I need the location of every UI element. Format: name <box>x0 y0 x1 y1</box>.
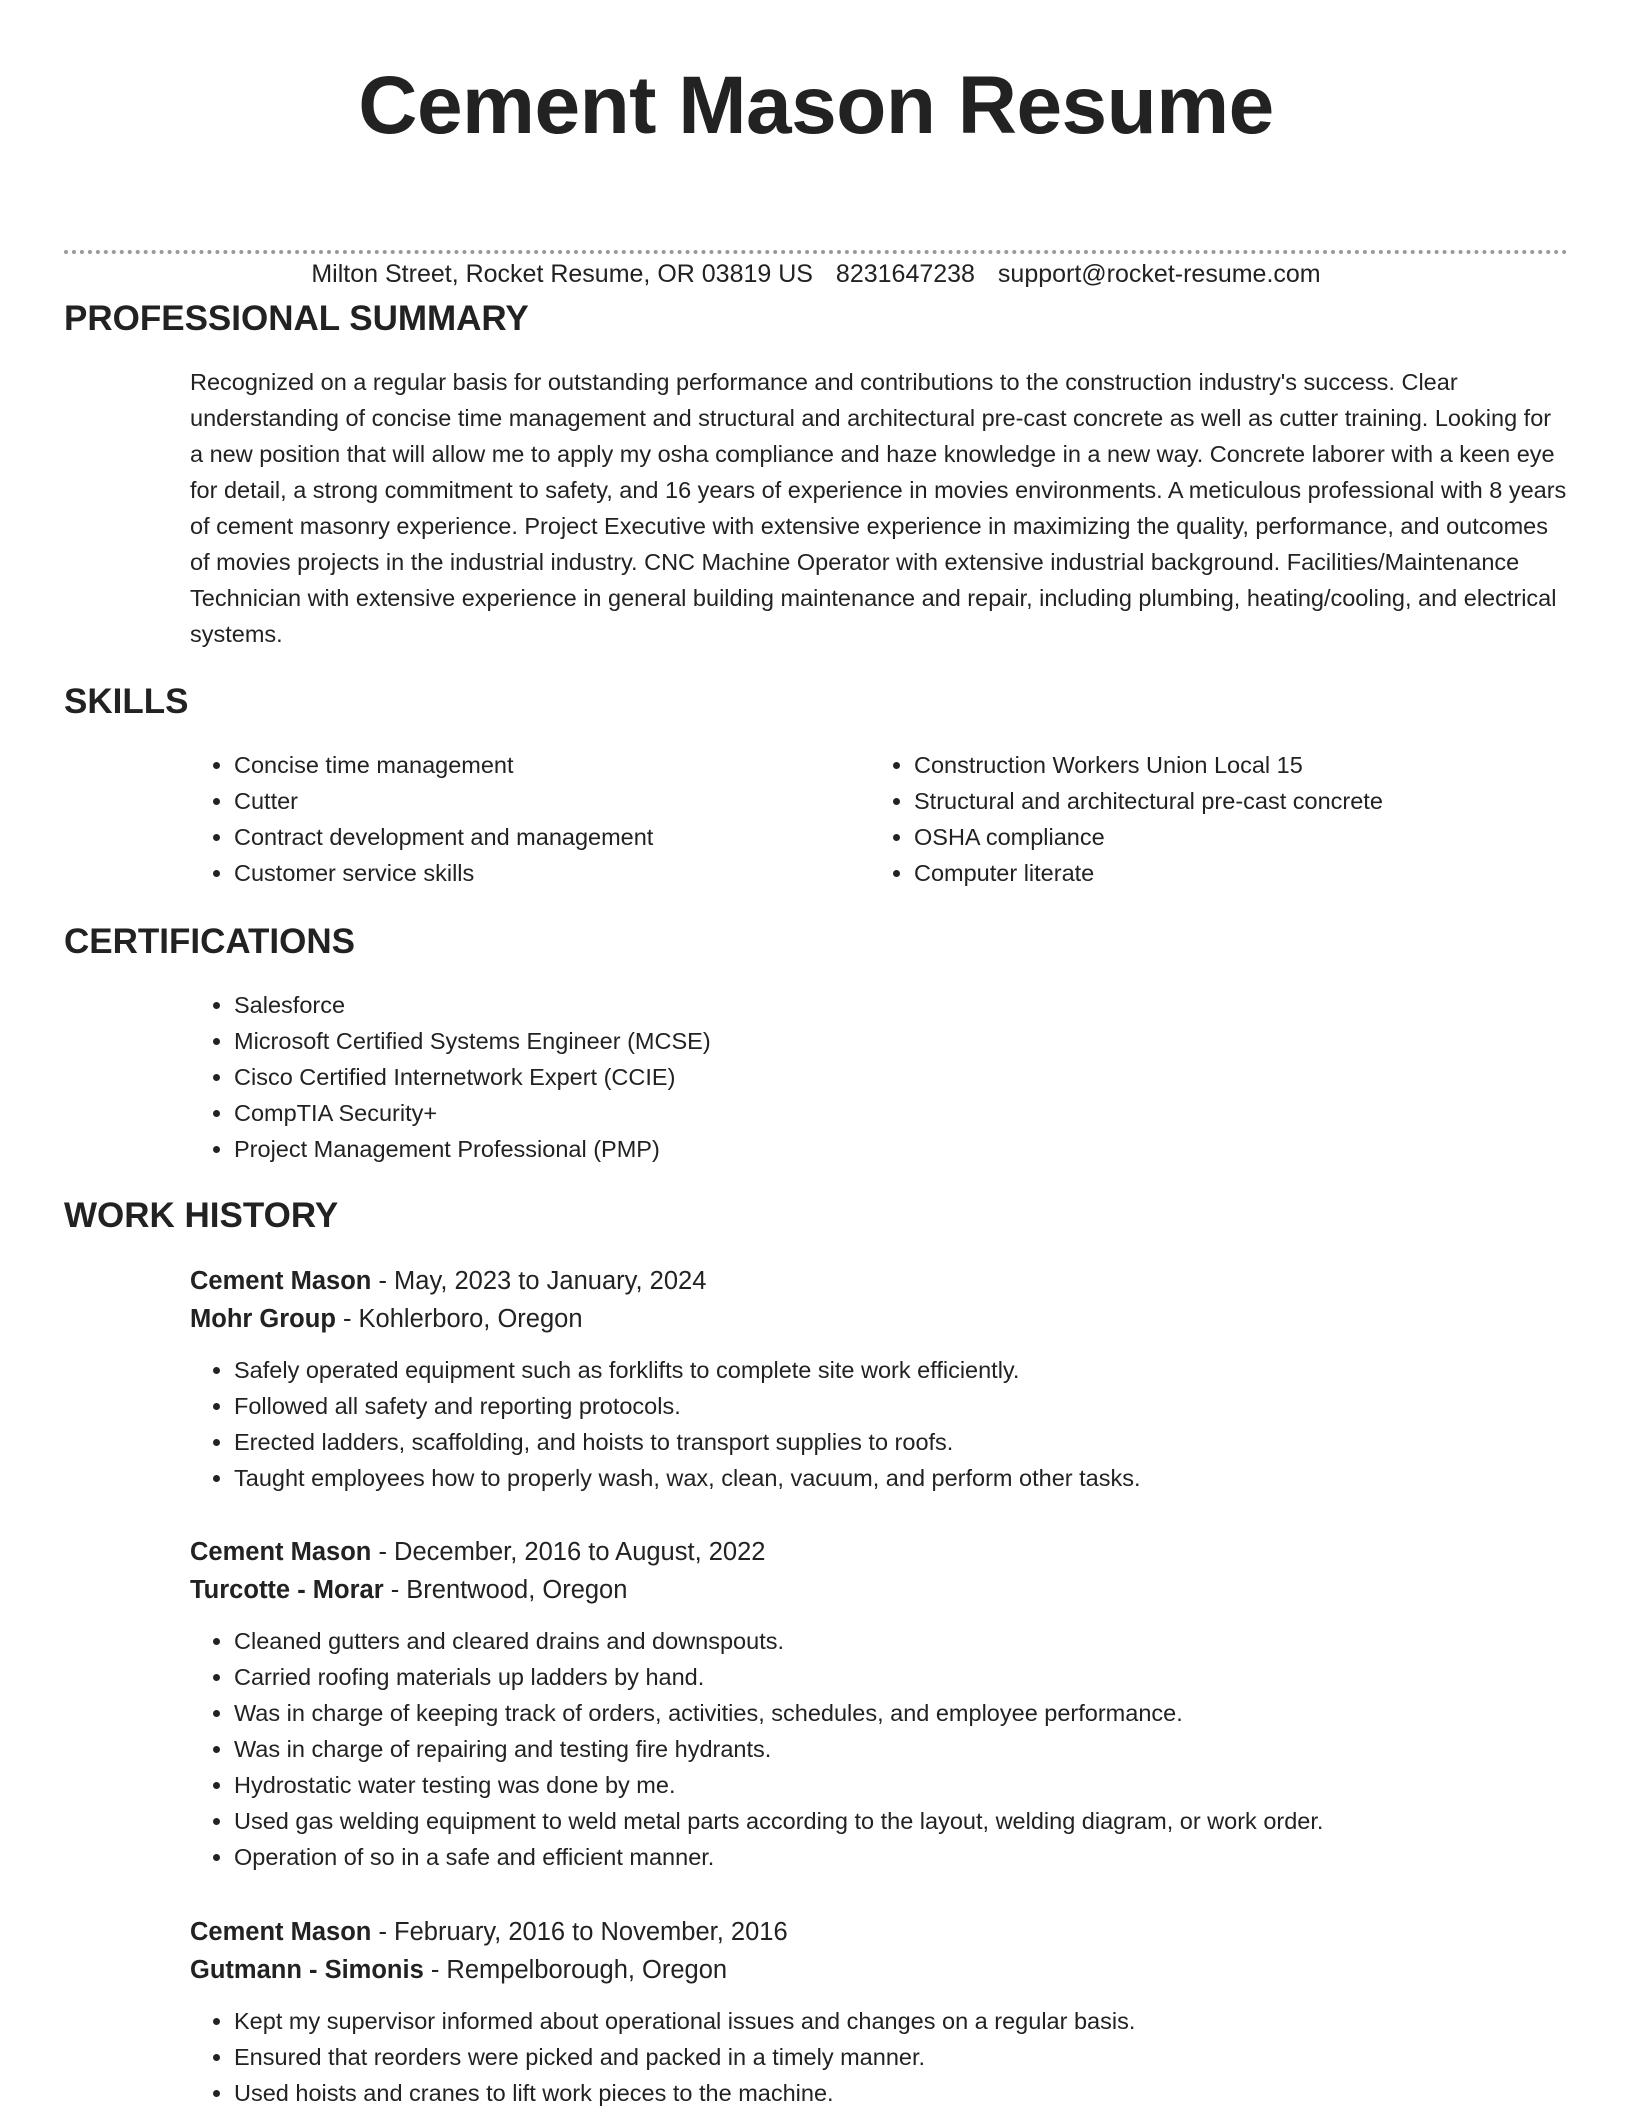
job-bullet: • Followed all safety and reporting protocols. <box>234 1388 1568 1424</box>
job-bullet: • Used hoists and cranes to lift work pieces to the machine. <box>234 2075 1568 2111</box>
job-dates: - December, 2016 to August, 2022 <box>371 1538 766 1566</box>
certification-item: • Project Management Professional (PMP) <box>234 1131 1090 1167</box>
skill-item: • Construction Workers Union Local 15 <box>914 747 1570 783</box>
skill-item: • OSHA compliance <box>914 819 1570 855</box>
certifications-heading: CERTIFICATIONS <box>64 922 356 961</box>
job-bullet: • Ensured that reorders were picked and packed in a timely manner. <box>234 2039 1568 2075</box>
certification-item: • Salesforce <box>234 987 1090 1023</box>
job-company: Mohr Group <box>190 1305 336 1333</box>
job-bullet: • Hydrostatic water testing was done by me. <box>234 1767 1568 1803</box>
job-bullet: • Was in charge of keeping track of orders, activities, schedules, and employee performance. <box>234 1695 1568 1731</box>
summary-heading: PROFESSIONAL SUMMARY <box>64 299 529 338</box>
job-bullet: • Cleaned gutters and cleared drains and downspouts. <box>234 1623 1568 1659</box>
skill-item: • Computer literate <box>914 855 1570 891</box>
contact-phone: 8231647238 <box>835 260 975 288</box>
skill-item: • Concise time management <box>234 747 830 783</box>
certification-item: • CompTIA Security+ <box>234 1095 1090 1131</box>
job-company: Gutmann - Simonis <box>190 1956 424 1984</box>
job-company-line <box>190 1300 1568 1338</box>
job-entry <box>190 1533 1568 1875</box>
job-bullet: • Kept my supervisor informed about operational issues and changes on a regular basis. <box>234 2003 1568 2039</box>
contact-line <box>0 259 1632 289</box>
skills-column-left <box>190 747 830 891</box>
certification-item: • Cisco Certified Internetwork Expert (CCIE) <box>234 1059 1090 1095</box>
summary-text: Recognized on a regular basis for outstanding performance and contributions to the construction industry's success. Clear understanding of concise time management and structural and architectural pre-cast concrete as well as cutter training. Looking for a new position that will allow me to apply my osha compliance and haze knowledge in a new way. Concrete laborer with a keen eye for detail, a strong commitment to safety, and 16 years of experience in movies environments. A meticulous professional with 8 years of cement masonry experience. Project Executive with extensive experience in maximizing the quality, performance, and outcomes of movies projects in the industrial industry. CNC Machine Operator with extensive industrial background. Facilities/Maintenance Technician with extensive experience in general building maintenance and repair, including plumbing, heating/cooling, and electrical systems. <box>190 369 1567 647</box>
job-location: - Kohlerboro, Oregon <box>335 1305 583 1333</box>
resume-title: Cement Mason Resume <box>358 60 1274 151</box>
job-title-line <box>190 1262 1568 1300</box>
job-entry <box>190 1262 1568 1496</box>
job-bullet: • Was in charge of repairing and testing fire hydrants. <box>234 1731 1568 1767</box>
job-bullets <box>190 2003 1568 2111</box>
skill-item: • Contract development and management <box>234 819 830 855</box>
job-bullets <box>190 1352 1568 1496</box>
skill-item: • Cutter <box>234 783 830 819</box>
job-bullet: • Operation of so in a safe and efficient manner. <box>234 1839 1568 1875</box>
work-history-heading: WORK HISTORY <box>64 1196 339 1235</box>
job-dates: - February, 2016 to November, 2016 <box>371 1918 788 1946</box>
job-bullet: • Used gas welding equipment to weld metal parts according to the layout, welding diagram, or work order. <box>234 1803 1568 1839</box>
job-title: Cement Mason <box>190 1538 372 1566</box>
job-company-line <box>190 1951 1568 1989</box>
job-dates: - May, 2023 to January, 2024 <box>371 1267 707 1295</box>
skill-item: • Structural and architectural pre-cast concrete <box>914 783 1570 819</box>
contact-email: support@rocket-resume.com <box>997 260 1321 288</box>
job-bullet: • Safely operated equipment such as forklifts to complete site work efficiently. <box>234 1352 1568 1388</box>
job-company: Turcotte - Morar <box>190 1576 384 1604</box>
job-bullet: • Erected ladders, scaffolding, and hoists to transport supplies to roofs. <box>234 1424 1568 1460</box>
job-company-line <box>190 1571 1568 1609</box>
header-divider <box>64 250 1568 254</box>
job-bullets <box>190 1623 1568 1875</box>
job-title-line <box>190 1533 1568 1571</box>
certifications-block <box>190 987 1090 1167</box>
skills-list-right <box>870 747 1570 891</box>
job-entry <box>190 1913 1568 2111</box>
skills-heading: SKILLS <box>64 682 189 721</box>
job-title: Cement Mason <box>190 1918 372 1946</box>
certification-item: • Microsoft Certified Systems Engineer (MCSE) <box>234 1023 1090 1059</box>
job-title: Cement Mason <box>190 1267 372 1295</box>
job-location: - Brentwood, Oregon <box>383 1576 628 1604</box>
skills-list-left <box>190 747 830 891</box>
contact-address: Milton Street, Rocket Resume, OR 03819 US <box>311 260 813 288</box>
certifications-list <box>190 987 1090 1167</box>
skill-item: • Customer service skills <box>234 855 830 891</box>
job-location: - Rempelborough, Oregon <box>423 1956 728 1984</box>
job-bullet: • Carried roofing materials up ladders by hand. <box>234 1659 1568 1695</box>
skills-column-right <box>870 747 1570 891</box>
job-title-line <box>190 1913 1568 1951</box>
job-bullet: • Taught employees how to properly wash, wax, clean, vacuum, and perform other tasks. <box>234 1460 1568 1496</box>
